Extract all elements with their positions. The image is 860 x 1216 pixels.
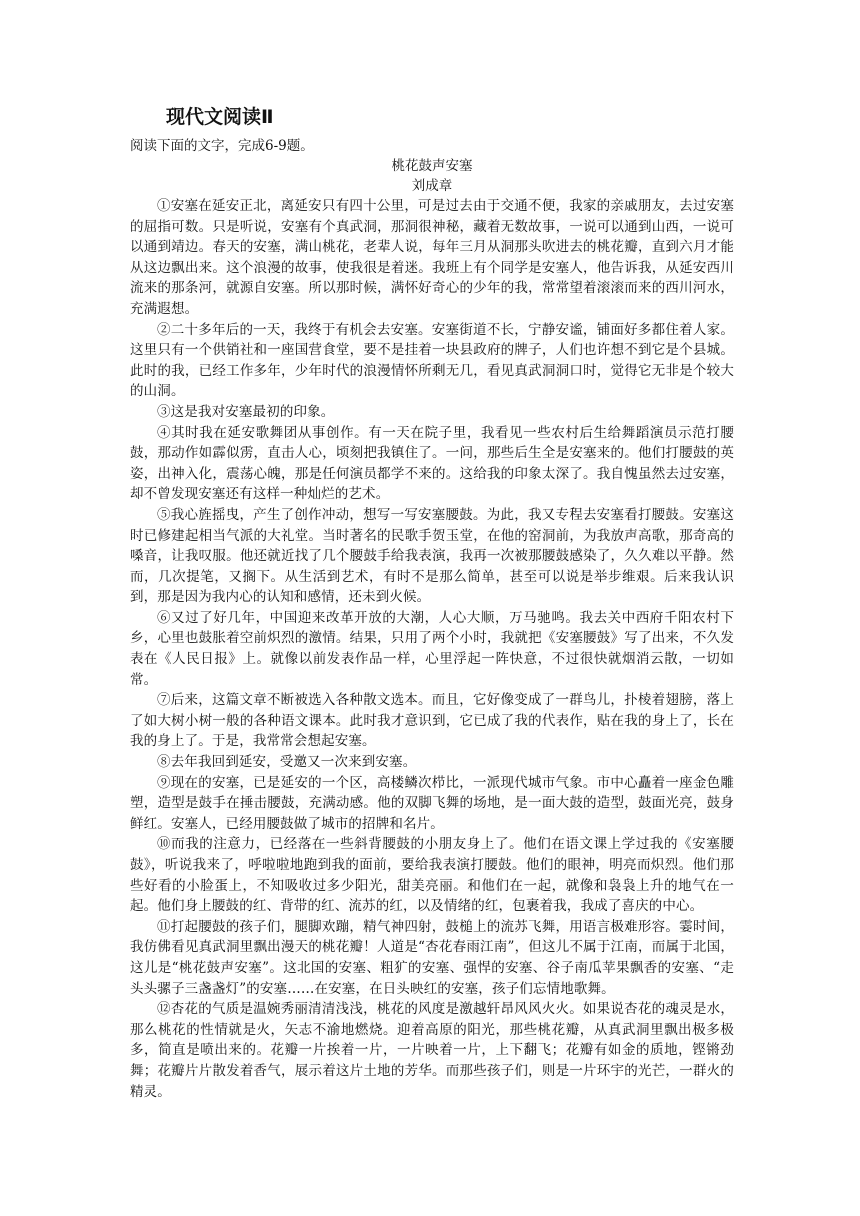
paragraph-3: ③这是我对安塞最初的印象。 [157,403,335,420]
section-title: 现代文阅读Ⅱ [166,106,274,128]
paragraph-6: ⑥又过了好几年，中国迎来改革开放的大潮，人心大顺，万马驰鸣。我去关中西府千阳农村下乡，心里也鼓胀着空前炽烈的激情。结果，只用了两个小时，我就把《安塞腰鼓》写了出来，不久发表在《人民日报》上。就像以前发表作品一样，心里浮起一阵快意，不过很快就烟消云散，一切如常。 [130,609,734,688]
document-page [130,104,734,1102]
paragraph-10: ⑩而我的注意力，已经落在一些斜背腰鼓的小朋友身上了。他们在语文课上学过我的《安塞腰鼓》，听说我来了，呼啦啦地跑到我的面前，要给我表演打腰鼓。他们的眼神，明亮而炽烈。他们那些好看的小脸蛋上，不知吸收过多少阳光，甜美亮丽。和他们在一起，就像和袅袅上升的地气在一起。他们身上腰鼓的红、背带的红、流苏的红，以及情绪的红，包裹着我，我成了喜庆的中心。 [130,836,734,915]
paragraph-7: ⑦后来，这篇文章不断被选入各种散文选本。而且，它好像变成了一群鸟儿，扑棱着翅膀，落上了如大树小树一般的各种语文课本。此时我才意识到，它已成了我的代表作，贴在我的身上了，长在我的身上了。于是，我常常会想起安塞。 [130,692,734,750]
article-author: 刘成章 [411,178,453,194]
article-body [130,196,734,1102]
paragraph-4: ④其时我在延安歌舞团从事创作。有一天在院子里，我看见一些农村后生给舞蹈演员示范打腰鼓，那动作如霹似雳，直击人心，顷刻把我镇住了。一问，那些后生全是安塞来的。他们打腰鼓的英姿，出神入化，震荡心魄，那是任何演员都学不来的。这给我的印象太深了。我自愧虽然去过安塞，却不曾发现安塞还有这样一种灿烂的艺术。 [130,424,734,503]
article-title: 桃花鼓声安塞 [391,158,473,174]
paragraph-8: ⑧去年我回到延安，受邀又一次来到安塞。 [157,754,417,771]
paragraph-9: ⑨现在的安塞，已是延安的一个区，高楼鳞次栉比，一派现代城市气象。市中心矗着一座金色雕塑，造型是鼓手在捶击腰鼓，充满动感。他的双脚飞舞的场地，是一面大鼓的造型，鼓面光亮，鼓身鲜红。安塞人，已经用腰鼓做了城市的招牌和名片。 [130,774,734,832]
paragraph-1: ①安塞在延安正北，离延安只有四十公里，可是过去由于交通不便，我家的亲戚朋友，去过安塞的屈指可数。只是听说，安塞有个真武洞，那洞很神秘，藏着无数故事，一说可以通到山西，一说可以通到靖边。春天的安塞，满山桃花，老辈人说，每年三月从洞那头吹进去的桃花瓣，直到六月才能从这边飘出来。这个浪漫的故事，使我很是着迷。我班上有个同学是安塞人，他告诉我，从延安西川流来的那条河，就源自安塞。所以那时候，满怀好奇心的少年的我，常常望着滚滚而来的西川河水，充满遐想。 [130,198,734,317]
paragraph-12: ⑫杏花的气质是温婉秀丽清清浅浅，桃花的风度是激越轩昂风风火火。如果说杏花的魂灵是水，那么桃花的性情就是火，矢志不渝地燃烧。迎着高原的阳光，那些桃花瓣，从真武洞里飘出极多极多，简直是喷出来的。花瓣一片挨着一片，一片映着一片，上下翻飞；花瓣有如金的质地，铿锵劲舞；花瓣片片散发着香气，展示着这片土地的芳华。而那些孩子们，则是一片环宇的光芒，一群火的精灵。 [130,1001,734,1100]
instruction-text: 阅读下面的文字，完成6-9题。 [130,138,314,154]
paragraph-5: ⑤我心旌摇曳，产生了创作冲动，想写一写安塞腰鼓。为此，我又专程去安塞看打腰鼓。安塞这时已修建起相当气派的大礼堂。当时著名的民歌手贺玉堂，在他的窑洞前，为我放声高歌，那奇高的嗓音，让我叹服。他还就近找了几个腰鼓手给我表演，我再一次被那腰鼓感染了，久久难以平静。然而，几次提笔，又搁下。从生活到艺术，有时不是那么简单，甚至可以说是举步维艰。后来我认识到，那是因为我内心的认知和感情，还未到火候。 [130,506,734,606]
paragraph-2: ②二十多年后的一天，我终于有机会去安塞。安塞街道不长，宁静安谧，铺面好多都住着人家。这里只有一个供销社和一座国营食堂，要不是挂着一块县政府的牌子，人们也许想不到它是个县城。此时的我，已经工作多年，少年时代的浪漫情怀所剩无几，看见真武洞洞口时，觉得它无非是个较大的山洞。 [130,321,734,400]
paragraph-11: ⑪打起腰鼓的孩子们，腿脚欢蹦，精气神四射，鼓槌上的流苏飞舞，用语言极难形容。霎时间，我仿佛看见真武洞里飘出漫天的桃花瓣！人道是“杏花春雨江南”，但这儿不属于江南，而属于北国，这儿是“桃花鼓声安塞”。这北国的安塞、粗犷的安塞、强悍的安塞、谷子南瓜苹果飘香的安塞、“走头头骡子三盏盏灯”的安塞……在安塞，在日头映红的安塞，孩子们忘情地歌舞。 [130,918,734,997]
